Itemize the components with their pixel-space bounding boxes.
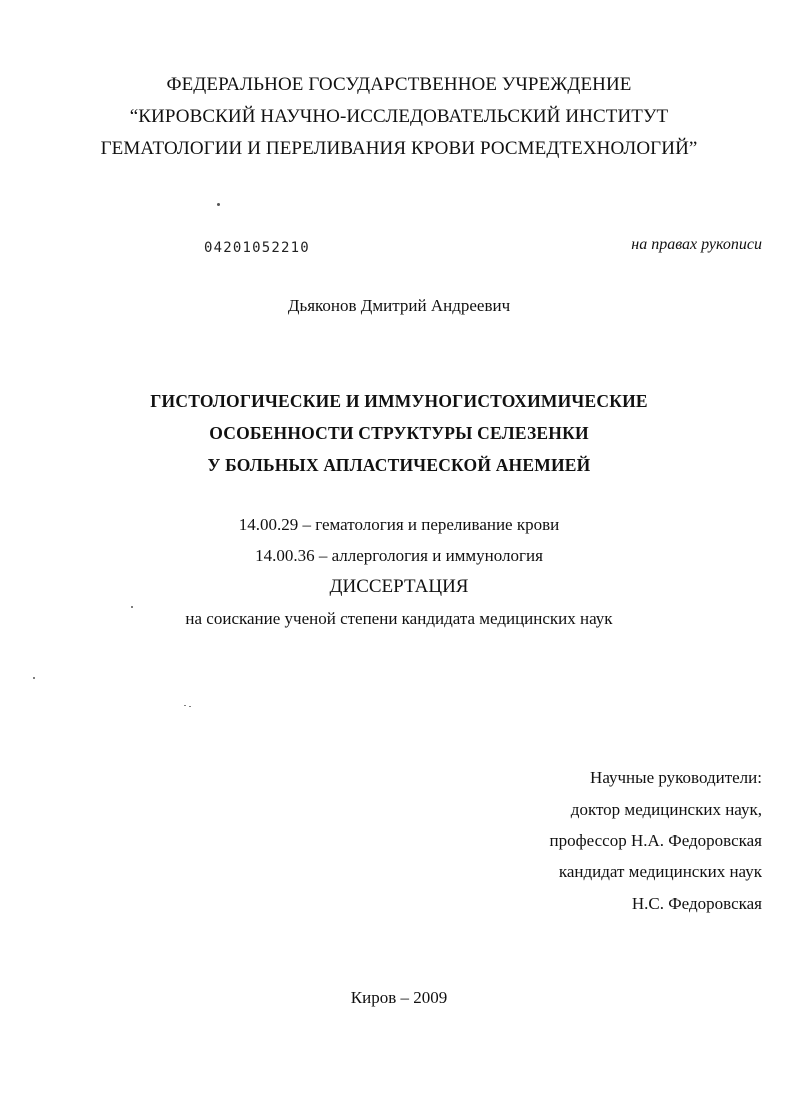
institution-line-3: ГЕМАТОЛОГИИ И ПЕРЕЛИВАНИЯ КРОВИ РОСМЕДТЕХНОЛОГИЙ” [100, 138, 698, 159]
scan-speck [184, 705, 186, 706]
supervisor-2-name: Н.С. Федоровская [631, 894, 762, 913]
catalog-number: 04201052210 [204, 240, 310, 256]
supervisor-1-degree: доктор медицинских наук, [570, 800, 762, 819]
scan-speck [131, 606, 133, 608]
degree-line: на соискание ученой степени кандидата медицинских наук [185, 609, 613, 628]
supervisor-2-degree: кандидат медицинских наук [558, 862, 762, 881]
title-line-1: ГИСТОЛОГИЧЕСКИЕ И ИММУНОГИСТОХИМИЧЕСКИЕ [150, 391, 648, 411]
specialty-2: 14.00.36 – аллергология и иммунология [255, 546, 543, 565]
supervisors-heading: Научные руководители: [590, 768, 762, 787]
title-line-2: ОСОБЕННОСТИ СТРУКТУРЫ СЕЛЕЗЕНКИ [209, 423, 589, 443]
supervisor-1-name: профессор Н.А. Федоровская [549, 831, 762, 850]
dissertation-label: ДИССЕРТАЦИЯ [329, 576, 469, 597]
scan-speck [217, 203, 220, 206]
scan-speck [189, 706, 191, 707]
title-line-3: У БОЛЬНЫХ АПЛАСТИЧЕСКОЙ АНЕМИЕЙ [207, 455, 591, 475]
author-name: Дьяконов Дмитрий Андреевич [287, 296, 511, 315]
institution-line-2: “КИРОВСКИЙ НАУЧНО-ИССЛЕДОВАТЕЛЬСКИЙ ИНСТИТУТ [129, 106, 669, 127]
specialty-1: 14.00.29 – гематология и переливание крови [238, 515, 560, 534]
scan-speck [33, 677, 35, 679]
city-year: Киров – 2009 [350, 988, 448, 1007]
institution-line-1: ФЕДЕРАЛЬНОЕ ГОСУДАРСТВЕННОЕ УЧРЕЖДЕНИЕ [166, 74, 632, 95]
rights-note: на правах рукописи [631, 236, 762, 253]
